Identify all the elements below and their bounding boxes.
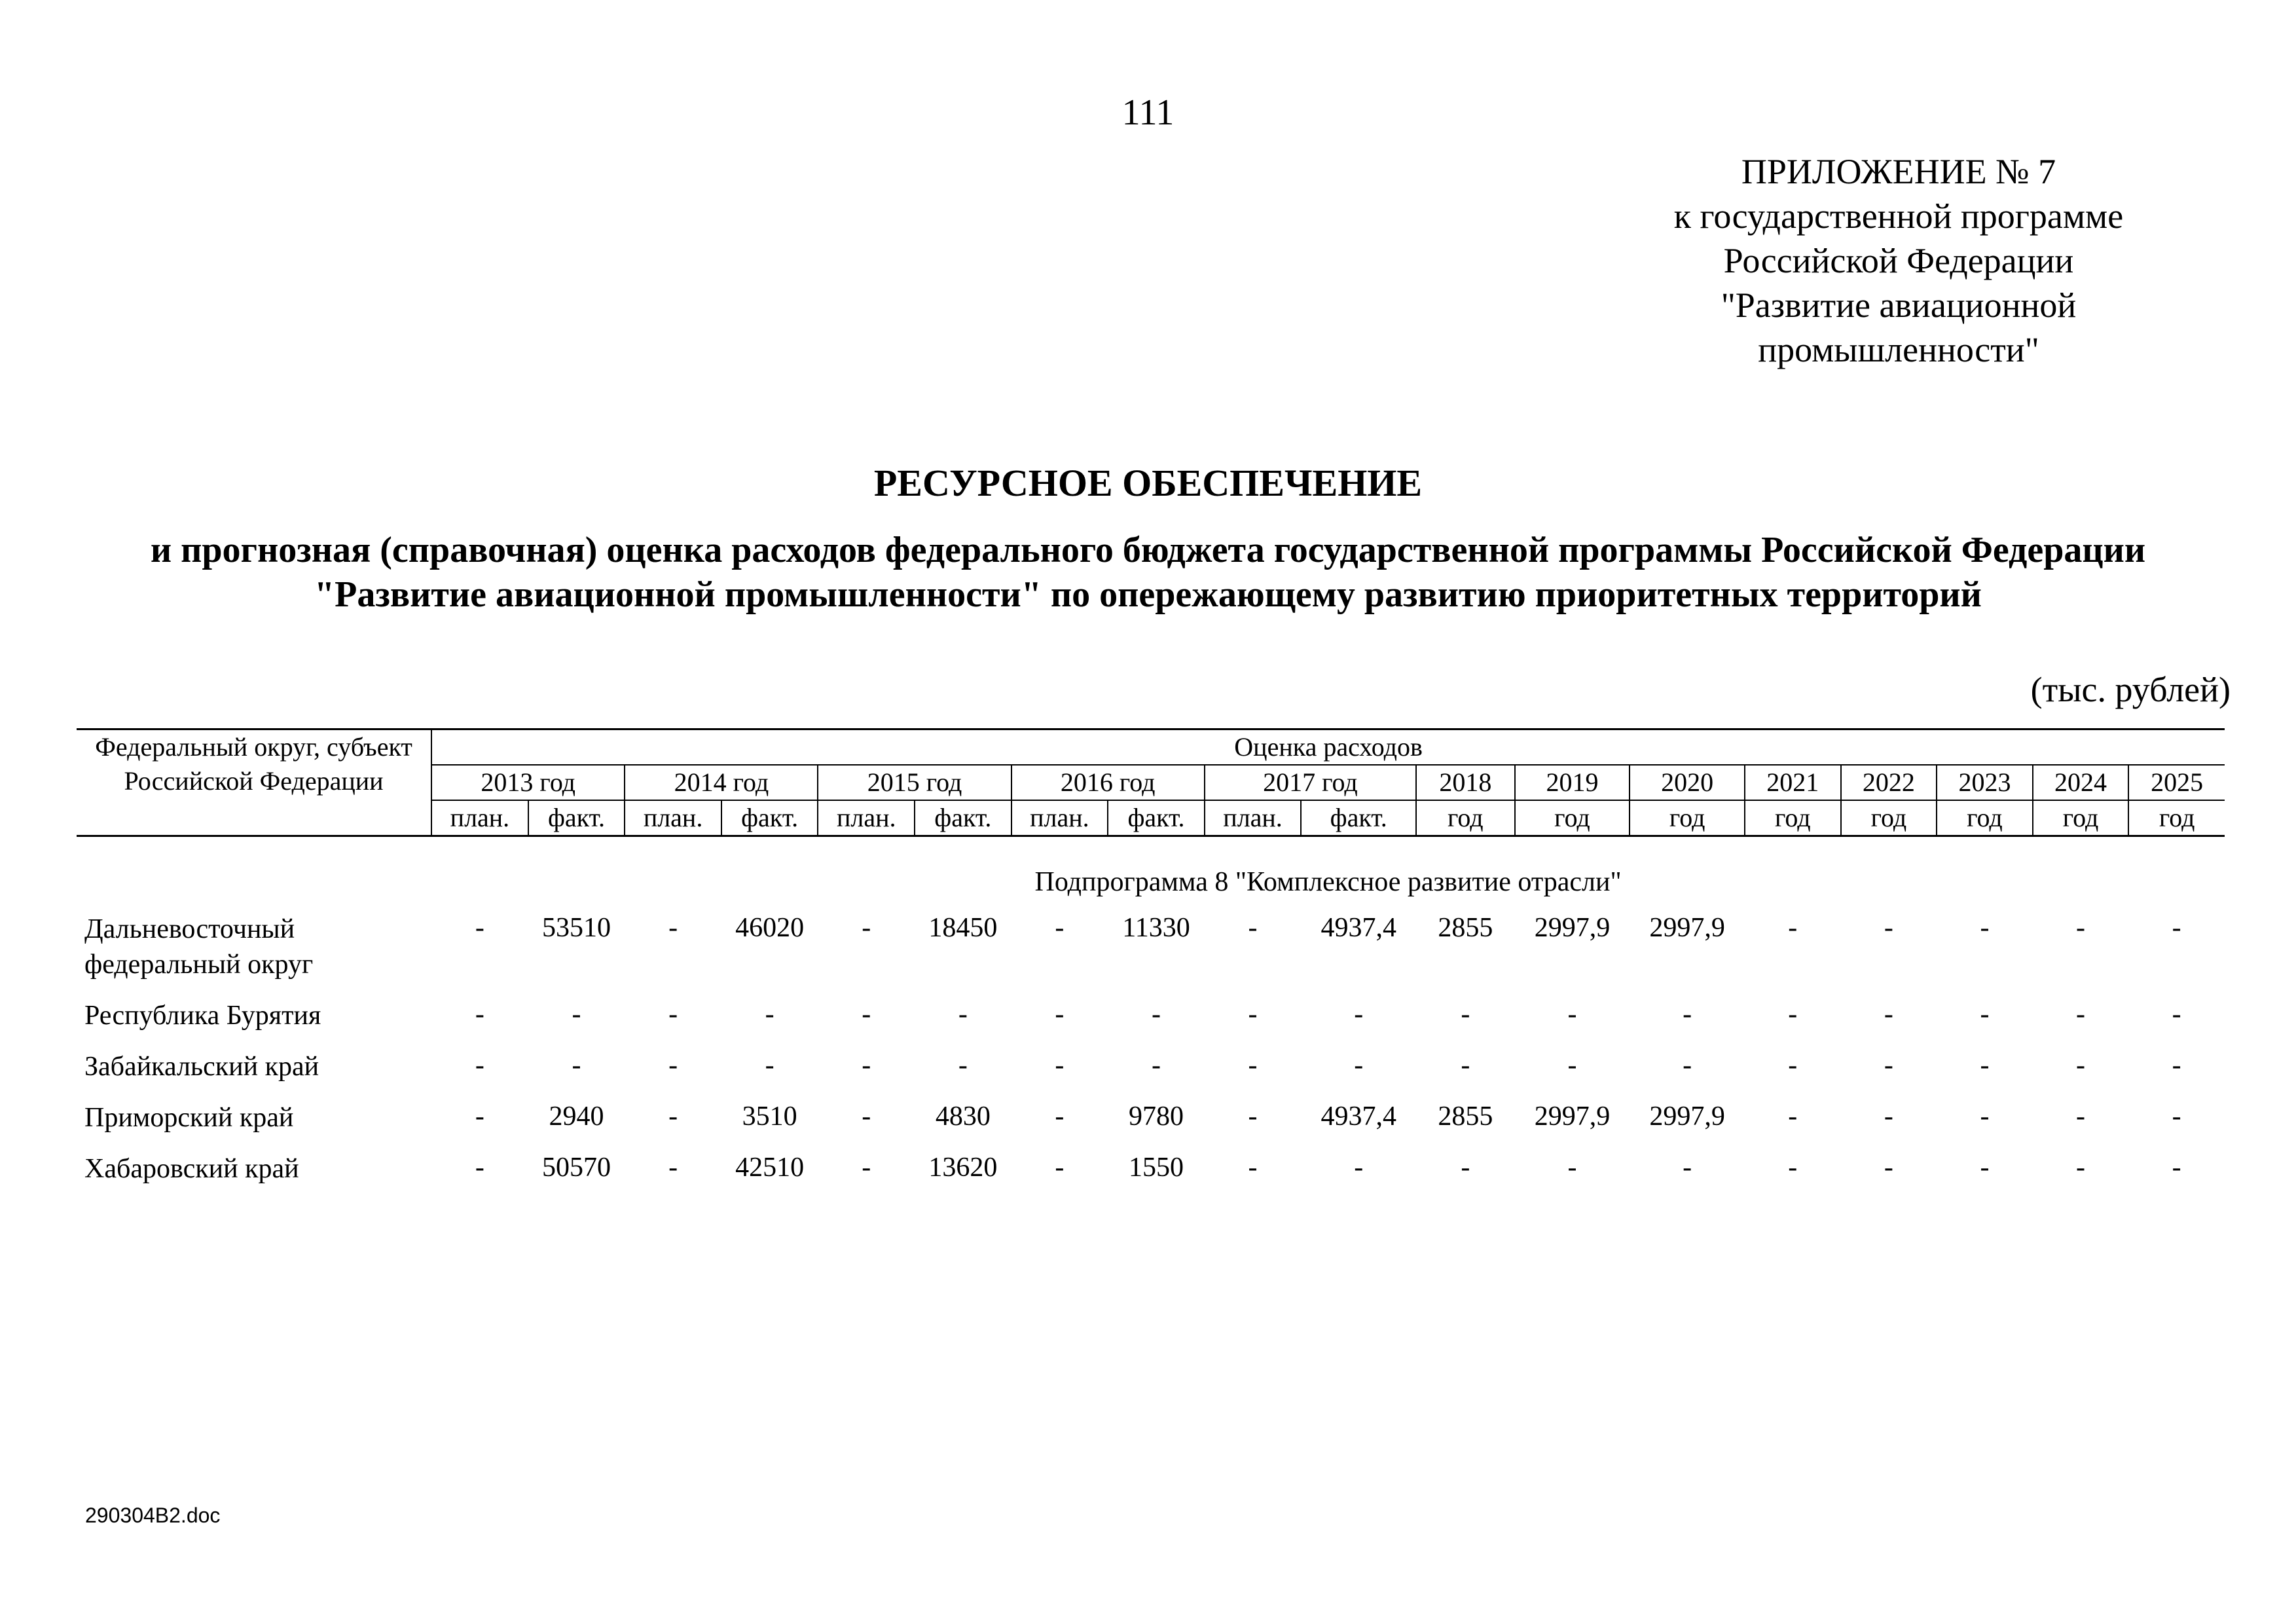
table-cell: -	[1884, 1050, 1893, 1080]
table-cell: -	[475, 913, 484, 943]
table-cell: -	[1980, 999, 1990, 1029]
fact-header: факт.	[1108, 800, 1205, 836]
region-column-header: Федеральный округ, субъект Российской Федерации	[77, 729, 431, 836]
table-cell: -	[1055, 1153, 1065, 1183]
year-suffix: год	[1630, 800, 1745, 836]
table-cell: -	[1354, 1153, 1364, 1183]
fact-header: факт.	[1301, 800, 1416, 836]
year-header: 2013 год	[431, 765, 625, 800]
region-name: Приморский край	[84, 1103, 294, 1133]
table-cell: -	[1248, 1050, 1258, 1080]
table-row	[77, 904, 2225, 990]
table-cell: -	[862, 999, 871, 1029]
table-cell: -	[668, 1153, 678, 1183]
table-row	[77, 1143, 2225, 1194]
table-cell: -	[862, 1050, 871, 1080]
year-header: 2020	[1630, 765, 1745, 800]
region-name: Забайкальский край	[84, 1052, 319, 1082]
year-header: 2023	[1937, 765, 2033, 800]
table-cell: -	[862, 1153, 871, 1183]
table-cell: -	[1567, 1050, 1577, 1080]
table-cell: -	[1788, 913, 1798, 943]
table-cell: 3510	[742, 1101, 797, 1132]
subtitle-line: и прогнозная (справочная) оценка расходов федерального бюджета государственной программы Российской Федерации	[150, 530, 2146, 570]
estimate-header: Оценка расходов	[431, 729, 2225, 766]
year-header: 2014 год	[625, 765, 818, 800]
table-cell: -	[1151, 999, 1161, 1029]
year-header: 2019	[1515, 765, 1630, 800]
plan-header: план.	[1011, 800, 1108, 836]
table-cell: 2997,9	[1649, 913, 1725, 943]
table-cell: -	[1248, 1101, 1258, 1132]
year-header: 2021	[1745, 765, 1841, 800]
year-header: 2022	[1841, 765, 1937, 800]
table-cell: -	[475, 1101, 484, 1132]
appendix-block	[1571, 149, 2226, 372]
table-cell: 18450	[928, 913, 998, 943]
table-cell: -	[765, 999, 774, 1029]
table-cell: -	[2172, 1050, 2181, 1080]
region-name: Республика Бурятия	[84, 1001, 321, 1031]
table-cell: 2997,9	[1534, 1101, 1611, 1132]
table-cell: -	[958, 1050, 968, 1080]
table-cell: -	[1683, 1153, 1692, 1183]
year-suffix: год	[1745, 800, 1841, 836]
plan-header: план.	[1205, 800, 1302, 836]
table-cell: -	[1980, 1153, 1990, 1183]
table-cell: 2855	[1438, 913, 1493, 943]
table-cell: -	[668, 913, 678, 943]
region-name: Дальневосточный федеральный округ	[84, 914, 314, 980]
plan-header: план.	[818, 800, 915, 836]
table-cell: 4830	[935, 1101, 991, 1132]
table-cell: -	[2172, 1101, 2181, 1132]
table-cell: -	[475, 1153, 484, 1183]
table-cell: -	[1055, 999, 1065, 1029]
plan-header: план.	[625, 800, 721, 836]
table-cell: -	[1248, 913, 1258, 943]
year-suffix: год	[1515, 800, 1630, 836]
table-cell: -	[572, 999, 581, 1029]
table-cell: 4937,4	[1321, 913, 1396, 943]
table-cell: -	[1788, 1050, 1798, 1080]
table-cell: -	[1354, 999, 1364, 1029]
table-cell: -	[1980, 1050, 1990, 1080]
table-cell: -	[1683, 999, 1692, 1029]
table-cell: -	[1884, 1153, 1893, 1183]
table-cell: -	[1788, 999, 1798, 1029]
table-cell: 2997,9	[1534, 913, 1611, 943]
page-number: 111	[1121, 92, 1175, 133]
fact-header: факт.	[915, 800, 1011, 836]
table-cell: 13620	[928, 1153, 998, 1183]
table-cell: -	[2172, 1153, 2181, 1183]
table-cell: -	[1248, 1153, 1258, 1183]
table-cell: -	[1788, 1153, 1798, 1183]
table-cell: -	[2076, 1050, 2086, 1080]
appendix-line: "Развитие авиационной	[1721, 286, 2077, 325]
year-suffix: год	[2128, 800, 2225, 836]
table-cell: -	[1055, 1050, 1065, 1080]
year-suffix: год	[1841, 800, 1937, 836]
footer-filename: 290304B2.doc	[85, 1504, 221, 1527]
table-row	[77, 990, 2225, 1041]
table-cell: -	[1884, 913, 1893, 943]
table-cell: 42510	[735, 1153, 805, 1183]
table-cell: -	[862, 913, 871, 943]
subtitle-line: "Развитие авиационной промышленности" по опережающему развитию приоритетных территорий	[314, 574, 1982, 615]
year-suffix: год	[2033, 800, 2129, 836]
table-cell: -	[1567, 1153, 1577, 1183]
table-cell: -	[572, 1050, 581, 1080]
table-cell: 11330	[1122, 913, 1190, 943]
subprogram-title: Подпрограмма 8 "Комплексное развитие отрасли"	[1034, 867, 1622, 897]
table-cell: -	[1151, 1050, 1161, 1080]
table-cell: 46020	[735, 913, 805, 943]
table-cell: -	[668, 999, 678, 1029]
table-cell: -	[1980, 1101, 1990, 1132]
region-name: Хабаровский край	[84, 1154, 299, 1184]
table-cell: -	[475, 999, 484, 1029]
table-cell: -	[1884, 1101, 1893, 1132]
year-suffix: год	[1416, 800, 1515, 836]
table-cell: -	[1354, 1050, 1364, 1080]
appendix-line: ПРИЛОЖЕНИЕ № 7	[1741, 152, 2056, 191]
table-cell: -	[1461, 1050, 1470, 1080]
fact-header: факт.	[721, 800, 818, 836]
document-title: РЕСУРСНОЕ ОБЕСПЕЧЕНИЕ	[873, 462, 1423, 504]
table-cell: 9780	[1128, 1101, 1184, 1132]
year-header: 2024	[2033, 765, 2129, 800]
table-cell: -	[2076, 999, 2086, 1029]
budget-table	[77, 728, 2225, 1194]
document-subtitle	[0, 528, 2296, 617]
table-cell: -	[1461, 1153, 1470, 1183]
table-cell: -	[1055, 1101, 1065, 1132]
plan-header: план.	[431, 800, 528, 836]
table-cell: -	[668, 1050, 678, 1080]
table-cell: 1550	[1128, 1153, 1184, 1183]
table-cell: 4937,4	[1321, 1101, 1396, 1132]
units-label: (тыс. рублей)	[2030, 670, 2231, 709]
year-suffix: год	[1937, 800, 2033, 836]
table-cell: -	[958, 999, 968, 1029]
year-header: 2018	[1416, 765, 1515, 800]
table-cell: 2940	[549, 1101, 604, 1132]
fact-header: факт.	[528, 800, 625, 836]
appendix-line: промышленности"	[1758, 330, 2039, 369]
table-cell: -	[1461, 999, 1470, 1029]
table-cell: -	[2076, 1153, 2086, 1183]
table-cell: -	[1248, 999, 1258, 1029]
table-cell: -	[1980, 913, 1990, 943]
year-header: 2016 год	[1011, 765, 1205, 800]
year-header: 2015 год	[818, 765, 1011, 800]
appendix-line: к государственной программе	[1673, 196, 2124, 236]
appendix-line: Российской Федерации	[1723, 241, 2074, 280]
table-cell: -	[862, 1101, 871, 1132]
table-cell: -	[1788, 1101, 1798, 1132]
table-cell: 50570	[542, 1153, 611, 1183]
table-cell: -	[475, 1050, 484, 1080]
table-cell: -	[2172, 999, 2181, 1029]
table-cell: -	[2076, 913, 2086, 943]
table-cell: -	[2172, 913, 2181, 943]
table-cell: 53510	[542, 913, 611, 943]
year-header: 2025	[2128, 765, 2225, 800]
table-cell: -	[668, 1101, 678, 1132]
table-row	[77, 1092, 2225, 1143]
table-cell: -	[1683, 1050, 1692, 1080]
table-cell: -	[1055, 913, 1065, 943]
table-cell: 2855	[1438, 1101, 1493, 1132]
year-header: 2017 год	[1205, 765, 1416, 800]
table-cell: 2997,9	[1649, 1101, 1725, 1132]
table-cell: -	[1884, 999, 1893, 1029]
table-cell: -	[765, 1050, 774, 1080]
table-cell: -	[2076, 1101, 2086, 1132]
table-row	[77, 1041, 2225, 1092]
table-cell: -	[1567, 999, 1577, 1029]
